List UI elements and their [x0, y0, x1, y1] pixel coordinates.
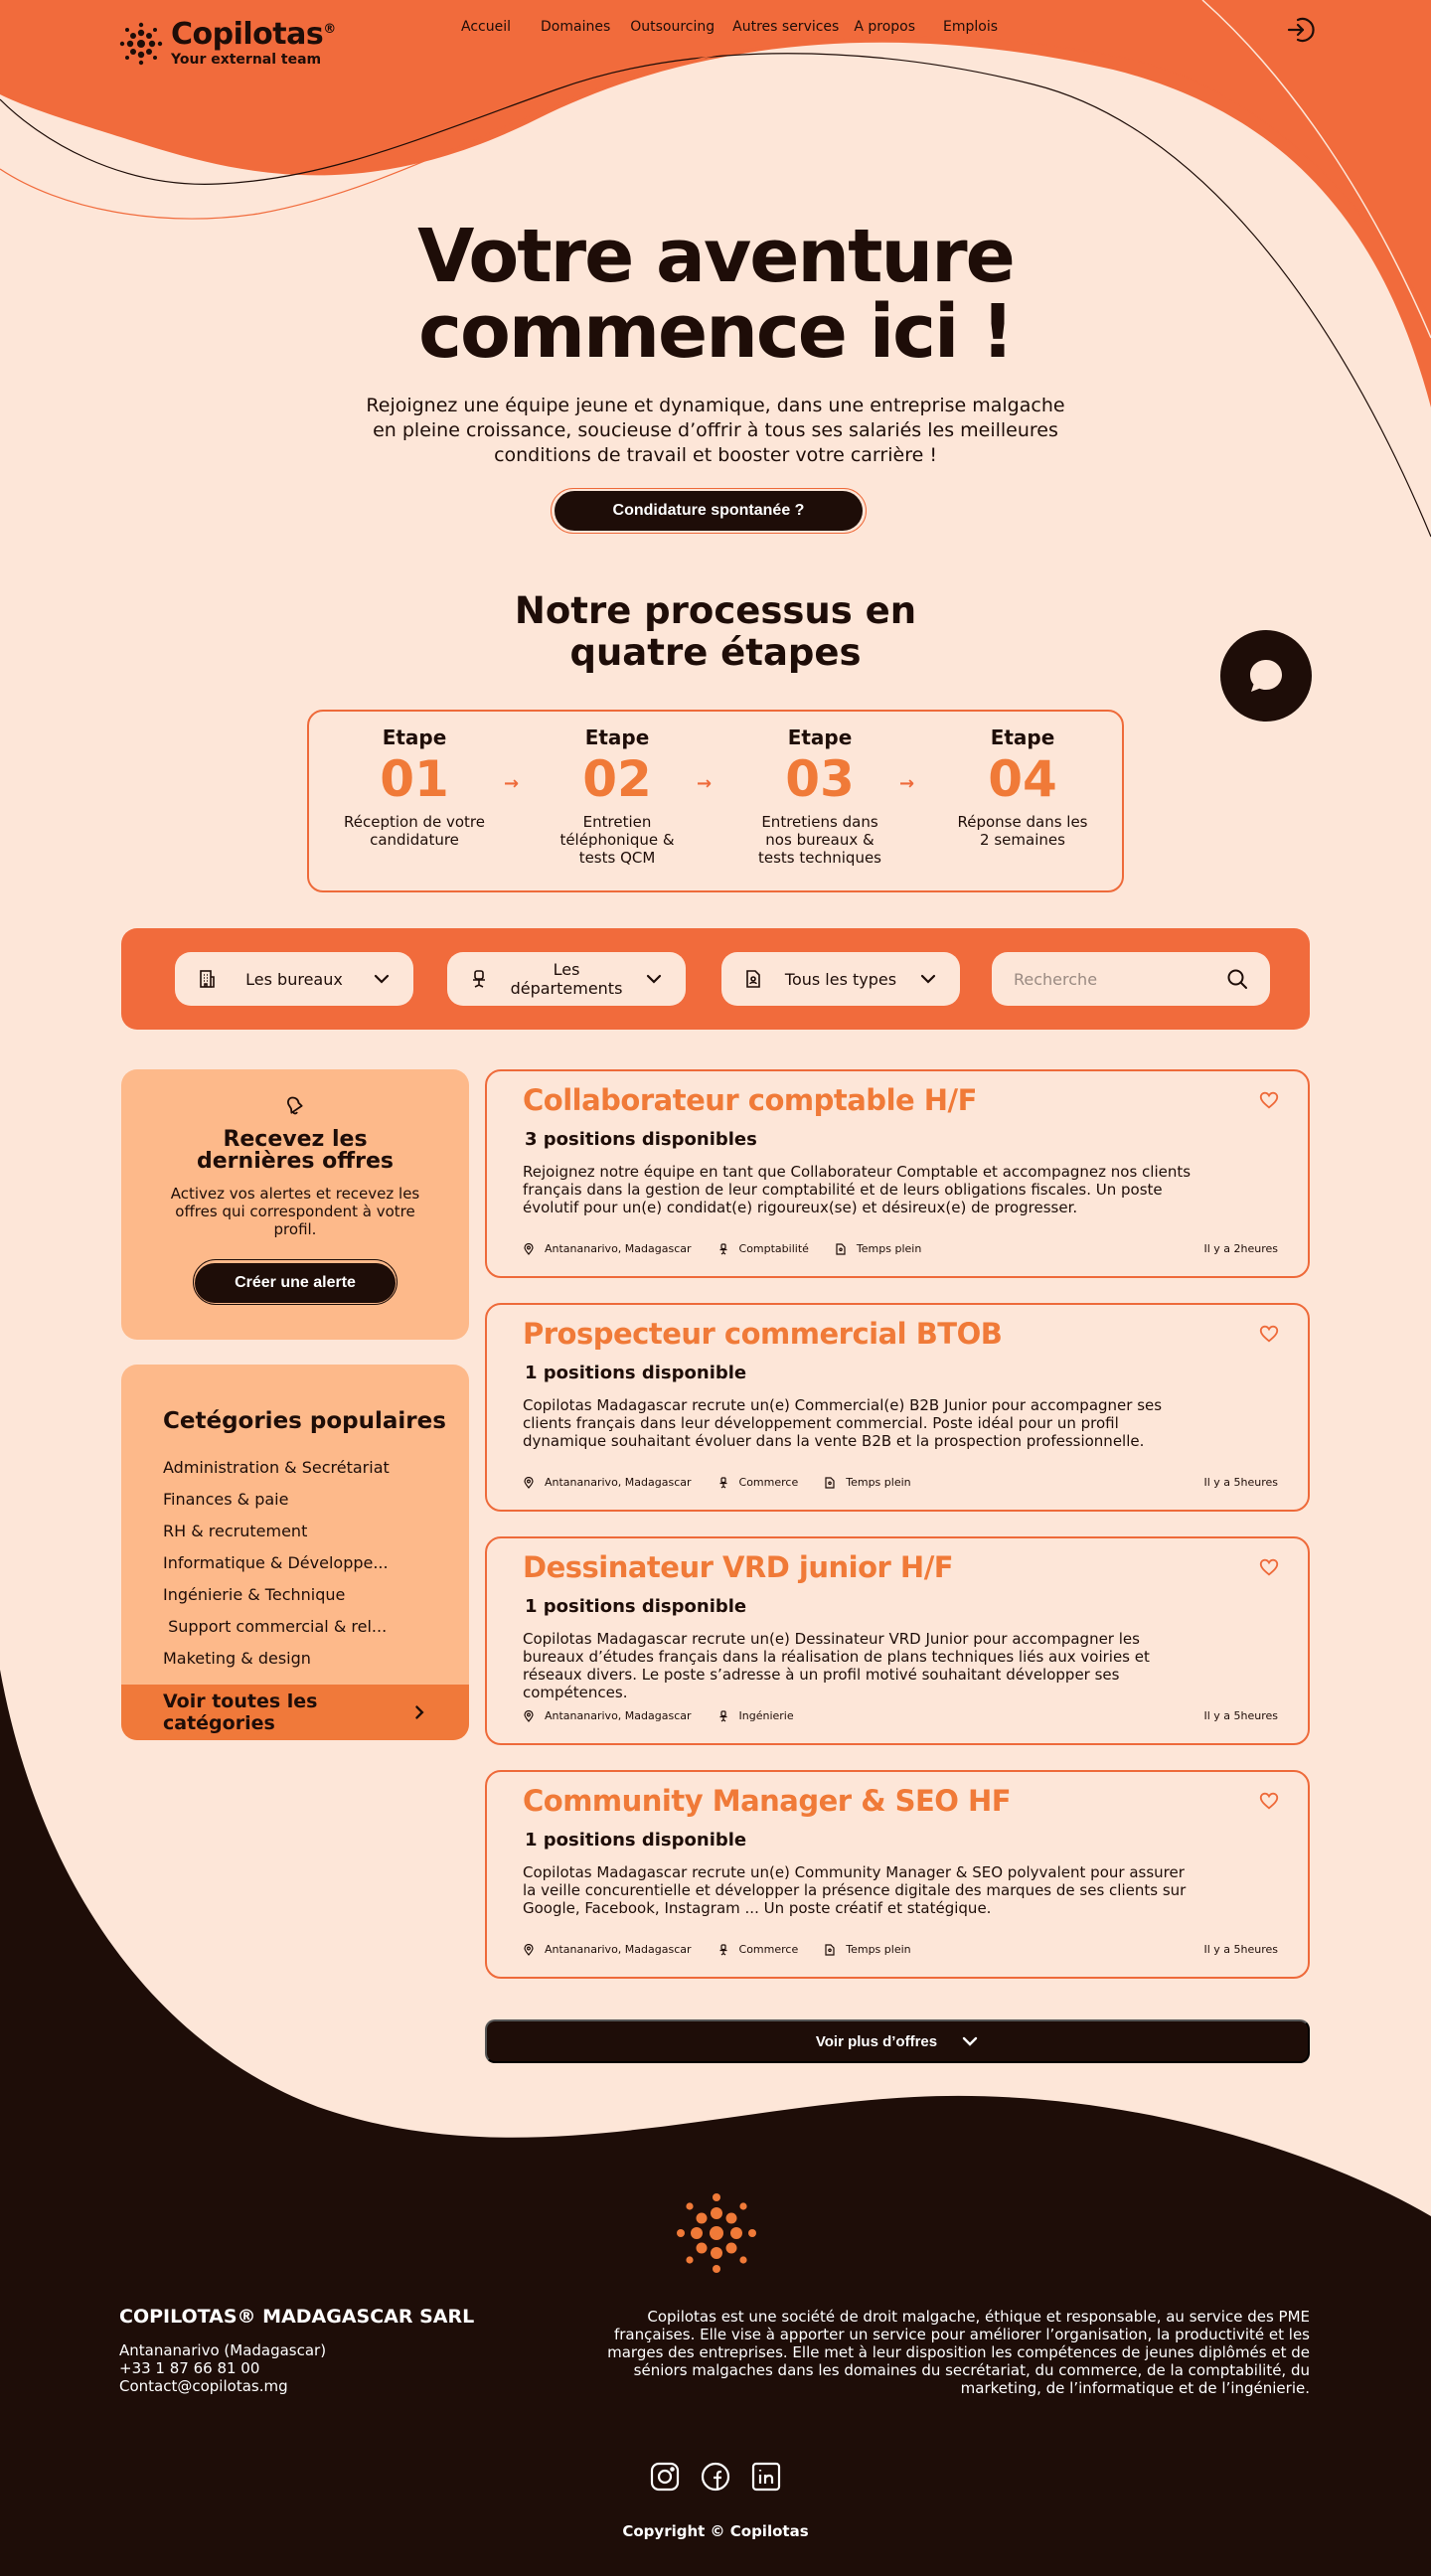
document-user-icon [824, 1944, 836, 1956]
nav-emplois[interactable]: Emplois [943, 19, 999, 35]
job-title[interactable]: Dessinateur VRD junior H/F [523, 1550, 954, 1584]
category-link[interactable]: Finances & paie [163, 1490, 289, 1509]
job-card[interactable] [485, 1069, 1310, 1278]
job-positions: 1 positions disponible [525, 1596, 747, 1617]
job-posted-time: Il y a 2heures [1203, 1242, 1278, 1255]
job-location: Antananarivo, Madagascar [545, 1242, 692, 1255]
job-description: Rejoignez notre équipe en tant que Collaborateur Comptable et accompagnez nos clients français dans la gestion de leur comptabilité et de leurs obligations fiscales. Un poste évolutif pour un(e) condidat(e) rigoureux(se) et désireux(e) de progresser. [523, 1163, 1192, 1216]
job-meta [523, 1476, 911, 1489]
more-offers-label: Voir plus d’offres [815, 2032, 938, 2050]
types-select-label: Tous les types [784, 969, 897, 989]
chat-button[interactable] [1220, 630, 1312, 722]
step-label: Etape [584, 725, 650, 749]
category-link[interactable]: Informatique & Développe... [163, 1553, 389, 1572]
arrow-right-icon: → [697, 773, 713, 794]
document-user-icon [743, 969, 763, 989]
job-location: Antananarivo, Madagascar [545, 1943, 692, 1956]
offices-select-label: Les bureaux [245, 969, 343, 989]
arrow-right-icon: → [504, 773, 520, 794]
footer-phone[interactable]: +33 1 87 66 81 00 [119, 2359, 260, 2377]
nav-autres-services[interactable]: Autres services [732, 19, 840, 35]
step-4 [933, 725, 1112, 849]
chevron-down-icon [372, 969, 392, 989]
footer-company-name: COPILOTAS® MADAGASCAR SARL [119, 2306, 475, 2328]
chat-icon [1246, 656, 1286, 696]
nav-outsourcing[interactable]: Outsourcing [630, 19, 716, 35]
job-department: Comptabilité [738, 1242, 809, 1255]
desk-chair-icon [717, 1243, 729, 1255]
chevron-down-icon [918, 969, 938, 989]
job-description: Copilotas Madagascar recrute un(e) Community Manager & SEO polyvalent pour assurer la veille concurentielle et développer la présence digitale des marques de ses clients sur Google, Facebook, Instagram ... Un poste créatif et statégique. [523, 1863, 1187, 1917]
job-card[interactable] [485, 1536, 1310, 1745]
desk-chair-icon [717, 1710, 729, 1722]
chevron-right-icon [411, 1703, 427, 1721]
offices-select[interactable] [175, 952, 413, 1006]
step-number: 04 [988, 750, 1057, 808]
job-location: Antananarivo, Madagascar [545, 1709, 692, 1722]
category-link[interactable]: Maketing & design [163, 1649, 311, 1668]
job-alert-card [121, 1069, 469, 1340]
step-2 [528, 725, 707, 867]
job-meta [523, 1943, 911, 1956]
main-nav [457, 19, 998, 35]
location-pin-icon [523, 1477, 535, 1489]
brand-tagline: Your external team [171, 52, 322, 68]
job-posted-time: Il y a 5heures [1203, 1709, 1278, 1722]
linkedin-icon[interactable] [750, 2461, 782, 2493]
step-1 [325, 725, 504, 849]
location-pin-icon [523, 1944, 535, 1956]
popular-categories-card [121, 1365, 469, 1740]
location-pin-icon [523, 1243, 535, 1255]
job-type: Temps plein [846, 1476, 911, 1489]
bell-icon [283, 1093, 307, 1117]
heart-icon[interactable] [1258, 1089, 1280, 1111]
job-posted-time: Il y a 5heures [1203, 1476, 1278, 1489]
arrow-right-icon: → [899, 773, 915, 794]
search-icon[interactable] [1226, 968, 1248, 990]
process-steps [307, 710, 1124, 892]
job-type: Temps plein [846, 1943, 911, 1956]
heart-icon[interactable] [1258, 1323, 1280, 1345]
category-link[interactable]: Administration & Secrétariat [163, 1458, 390, 1477]
step-3 [730, 725, 909, 867]
spontaneous-application-button[interactable]: Condidature spontanée ? [555, 491, 863, 531]
create-alert-button[interactable]: Créer une alerte [195, 1263, 396, 1303]
job-location: Antananarivo, Madagascar [545, 1476, 692, 1489]
step-label: Etape [382, 725, 447, 749]
job-type: Temps plein [856, 1242, 922, 1255]
job-title[interactable]: Prospecteur commercial BTOB [523, 1317, 1003, 1351]
departments-select-label: Les départements [510, 960, 623, 998]
copilotas-logo-icon [119, 22, 163, 66]
hero-subtitle: Rejoignez une équipe jeune et dynamique, dans une entreprise malgache en pleine croissance, soucieuse d’offrir à tous ses salariés les meilleures conditions de travail et booster votre carrière ! [366, 395, 1065, 466]
building-icon [197, 969, 217, 989]
footer-contact [119, 2341, 326, 2395]
heart-icon[interactable] [1258, 1556, 1280, 1578]
step-description: Réponse dans les 2 semaines [957, 813, 1088, 849]
step-description: Entretiens dans nos bureaux & tests techniques [758, 813, 881, 867]
step-label: Etape [787, 725, 853, 749]
footer-about: Copilotas est une société de droit malgache, éthique et responsable, au service des PME françaises. Elle vise à apporter un service pour améliorer l’organisation, la productivité et les marges des entreprises. Elle met à leur disposition les compétences de jeunes diplômés et de séniors malgaches dans les domaines du secrétariat, du commerce, de la comptabilité, du marketing, de l’informatique et de l’ingénierie. [607, 2308, 1310, 2397]
copilotas-logo-icon [676, 2192, 757, 2274]
step-number: 02 [582, 750, 652, 808]
document-user-icon [835, 1243, 847, 1255]
job-card[interactable] [485, 1303, 1310, 1512]
step-number: 03 [785, 750, 855, 808]
process-title: Notre processus en quatre étapes [514, 589, 917, 674]
job-positions: 1 positions disponible [525, 1363, 747, 1383]
job-department: Commerce [738, 1476, 799, 1489]
step-label: Etape [990, 725, 1055, 749]
step-description: Entretien téléphonique & tests QCM [559, 813, 675, 867]
job-title[interactable]: Collaborateur comptable H/F [523, 1083, 977, 1117]
departments-select[interactable] [447, 952, 686, 1006]
categories-list [163, 1452, 390, 1675]
document-user-icon [824, 1477, 836, 1489]
category-link[interactable]: RH & recrutement [163, 1522, 308, 1540]
all-categories-link[interactable] [121, 1685, 469, 1740]
job-department: Commerce [738, 1943, 799, 1956]
footer-copyright: Copyright © Copilotas [622, 2522, 809, 2540]
job-description: Copilotas Madagascar recrute un(e) Dessinateur VRD Junior pour accompagner les bureaux d’études français dans la réalisation de plans techniques liés aux voiries et réseaux divers. Le poste s’adresse à un profil motivé souhaitant développer ses compétences. [523, 1630, 1150, 1701]
category-link[interactable]: Ingénierie & Technique [163, 1585, 346, 1604]
search-field[interactable] [992, 952, 1270, 1006]
footer-email[interactable]: Contact@copilotas.mg [119, 2377, 288, 2395]
job-department: Ingénierie [738, 1709, 794, 1722]
categories-title: Cetégories populaires [163, 1408, 446, 1434]
facebook-icon[interactable] [700, 2461, 731, 2493]
brand-name: Copilotas® [171, 17, 336, 52]
category-link[interactable]: Support commercial & rel... [163, 1617, 388, 1636]
spontaneous-application [555, 491, 863, 533]
alert-description: Activez vos alertes et recevez les offres qui correspondent à votre profil. [170, 1185, 420, 1238]
hero-title: Votre aventure commence ici ! [417, 214, 1014, 375]
job-filter-bar [121, 928, 1310, 1030]
nav-accueil[interactable]: Accueil [461, 19, 511, 35]
chevron-down-icon [644, 969, 664, 989]
more-offers-button[interactable] [485, 2019, 1310, 2063]
job-meta [523, 1242, 921, 1255]
nav-domaines[interactable]: Domaines [541, 19, 611, 35]
alert-title: Recevez les dernières offres [197, 1127, 394, 1174]
location-pin-icon [523, 1710, 535, 1722]
desk-chair-icon [469, 969, 489, 989]
search-input[interactable]: Recherche [1014, 969, 1098, 989]
nav-a-propos[interactable]: A propos [854, 19, 916, 35]
job-meta [523, 1709, 794, 1722]
job-title[interactable]: Community Manager & SEO HF [523, 1784, 1012, 1818]
all-categories-label: Voir toutes les catégories [163, 1690, 318, 1734]
job-description: Copilotas Madagascar recrute un(e) Commercial(e) B2B Junior pour accompagner ses clients français dans leur développement commercial. Poste idéal pour un profil dynamique souhaitant évoluer dans la vente B2B et la prospection professionnelle. [523, 1396, 1163, 1450]
desk-chair-icon [717, 1477, 729, 1489]
create-alert-wrapper [195, 1263, 396, 1303]
job-card[interactable] [485, 1770, 1310, 1979]
instagram-icon[interactable] [649, 2461, 681, 2493]
types-select[interactable] [721, 952, 960, 1006]
chevron-down-icon [961, 2032, 979, 2050]
heart-icon[interactable] [1258, 1790, 1280, 1812]
brand-logo[interactable] [119, 17, 336, 68]
login-icon[interactable] [1284, 14, 1316, 46]
job-positions: 3 positions disponibles [525, 1129, 757, 1150]
step-description: Réception de votre candidature [344, 813, 485, 849]
step-number: 01 [380, 750, 449, 808]
job-posted-time: Il y a 5heures [1203, 1943, 1278, 1956]
footer-city: Antananarivo (Madagascar) [119, 2341, 327, 2359]
job-positions: 1 positions disponible [525, 1830, 747, 1851]
desk-chair-icon [717, 1944, 729, 1956]
